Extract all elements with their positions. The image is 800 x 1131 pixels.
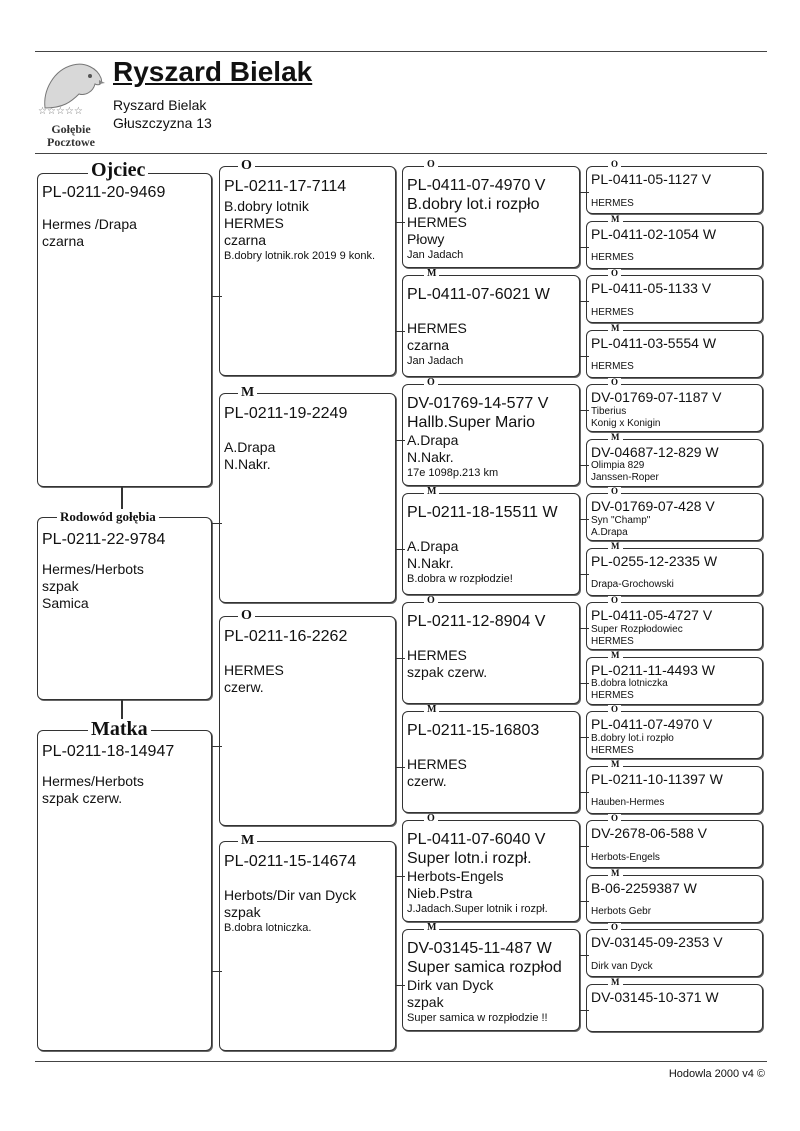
- gen4-line1: [591, 842, 759, 852]
- sex-label: M: [424, 487, 439, 497]
- gen2-line3: N.Nakr.: [224, 455, 271, 472]
- gen3-box: [402, 929, 580, 1031]
- gen3-line1: B.dobry lot.i rozpło: [407, 196, 540, 214]
- gen4-ring: PL-0411-05-1133 V: [591, 280, 712, 296]
- gen4-box: [586, 929, 763, 977]
- gen2-ring: PL-0211-16-2262: [224, 628, 348, 645]
- gen3-ring: PL-0211-12-8904 V: [407, 613, 546, 630]
- gen4-ring: DV-2678-06-588 V: [591, 825, 707, 841]
- header-rule: [35, 153, 767, 154]
- gen4-box: [586, 548, 763, 596]
- gen3-line1: [407, 522, 558, 538]
- gen3-line1: Super samica rozpłod: [407, 959, 562, 977]
- gen2-line1: [224, 425, 347, 439]
- sex-label: O: [238, 159, 255, 173]
- gen3-line1: [407, 631, 545, 647]
- sex-label: M: [424, 923, 439, 933]
- gen4-line2: [591, 1015, 759, 1025]
- connector-tick: [396, 440, 405, 441]
- gen3-box: [402, 166, 580, 268]
- gen3-note: [407, 681, 545, 692]
- sex-label: O: [608, 160, 621, 169]
- gen4-box: [586, 875, 763, 923]
- gen4-line1: B.dobry lot.i rozpło: [591, 732, 674, 744]
- gen4-line2: HERMES: [591, 690, 634, 702]
- gen3-note: [407, 790, 539, 801]
- gen2-box: [219, 393, 396, 603]
- connector-tick: [580, 519, 589, 520]
- gen4-box: [586, 766, 763, 814]
- connector-tick: [396, 876, 405, 877]
- connector-tick: [396, 549, 405, 550]
- sex-label: O: [424, 378, 438, 388]
- subject-box: [37, 517, 212, 700]
- gen3-ring: PL-0211-15-16803: [407, 722, 540, 739]
- sex-label: M: [608, 869, 623, 878]
- gen4-box: [586, 221, 763, 269]
- gen3-line1: [407, 740, 539, 756]
- gen2-note: [224, 473, 347, 484]
- gen4-line2: HERMES: [591, 361, 634, 373]
- connector-top: [121, 487, 123, 509]
- gen4-ring: DV-01769-07-1187 V: [591, 389, 722, 405]
- gen3-ring: PL-0411-07-4970 V: [407, 177, 546, 194]
- gen4-line1: [591, 896, 759, 906]
- connector-tick: [580, 955, 589, 956]
- sex-label: O: [608, 596, 621, 605]
- gen4-line2: Konig x Konigin: [591, 417, 661, 429]
- top-rule: [35, 51, 767, 52]
- gen4-line1: [591, 951, 759, 961]
- gen2-note: B.dobry lotnik.rok 2019 9 konk.: [224, 249, 376, 262]
- logo: [35, 56, 107, 148]
- gen2-line3: szpak: [224, 903, 261, 920]
- connector-tick: [580, 410, 589, 411]
- connector-tick: [580, 356, 589, 357]
- gen3-line2: A.Drapa: [407, 538, 459, 555]
- gen4-box: [586, 166, 763, 214]
- gen4-line1: [591, 787, 759, 797]
- gen4-box: [586, 711, 763, 759]
- sex-label: M: [608, 433, 623, 442]
- gen4-box: [586, 384, 763, 432]
- gen4-ring: PL-0411-05-4727 V: [591, 607, 713, 623]
- sex-label: M: [238, 834, 257, 848]
- gen3-box: [402, 820, 580, 922]
- sex-label: M: [608, 978, 623, 987]
- subject-ring: PL-0211-22-9784: [42, 531, 166, 548]
- gen3-line3: czarna: [407, 336, 450, 353]
- sex-label: O: [424, 814, 438, 824]
- sex-label: M: [424, 705, 439, 715]
- gen4-line2: HERMES: [591, 306, 634, 318]
- gen2-ring: PL-0211-19-2249: [224, 405, 348, 422]
- pigeon-icon: [35, 56, 107, 116]
- connector-tick: [580, 683, 589, 684]
- sex-label: O: [424, 596, 438, 606]
- connector-tick: [580, 792, 589, 793]
- sex-label: O: [608, 814, 621, 823]
- gen4-line1: [591, 242, 759, 252]
- gen3-line3: Nieb.Pstra: [407, 885, 473, 902]
- gen3-note: B.dobra w rozpłodzie!: [407, 572, 513, 585]
- gen2-box: [219, 616, 396, 826]
- gen3-line2: HERMES: [407, 320, 467, 337]
- gen4-ring: PL-0211-11-4493 W: [591, 661, 715, 678]
- gen3-line2: Herbots-Engels: [407, 868, 504, 885]
- gen4-box: [586, 275, 763, 323]
- footer-rule: [35, 1061, 767, 1062]
- connector-tick: [580, 1010, 589, 1011]
- subject-line1: Hermes/Herbots: [42, 561, 144, 578]
- gen2-line2: HERMES: [224, 214, 284, 231]
- gen2-line3: czarna: [224, 231, 267, 248]
- gen4-line2: Hauben-Hermes: [591, 797, 665, 809]
- gen4-line1: Super Rozpłodowiec: [591, 623, 683, 635]
- gen2-note: [224, 696, 347, 707]
- mother-line1: Hermes/Herbots: [42, 773, 144, 790]
- gen3-note: J.Jadach.Super lotnik i rozpł.: [407, 902, 548, 915]
- gen4-box: [586, 602, 763, 650]
- gen3-note: Jan Jadach: [407, 248, 464, 261]
- gen4-line2: Janssen-Roper: [591, 472, 659, 484]
- sex-label: M: [608, 760, 623, 769]
- gen2-line1: B.dobry lotnik: [224, 198, 309, 215]
- mother-ring: PL-0211-18-14947: [42, 743, 175, 760]
- subject-line3: Samica: [42, 594, 89, 611]
- gen2-box: [219, 841, 396, 1051]
- gen4-box: [586, 330, 763, 378]
- connector-tick: [580, 192, 589, 193]
- gen4-line1: [591, 569, 759, 579]
- sex-label: M: [424, 269, 439, 279]
- gen2-line3: czerw.: [224, 678, 264, 695]
- gen3-line3: szpak czerw.: [407, 663, 488, 680]
- gen2-box: [219, 166, 396, 376]
- gen4-box: [586, 493, 763, 541]
- gen2-line1: [224, 648, 347, 662]
- gen3-ring: DV-03145-11-487 W: [407, 940, 552, 957]
- gen3-ring: PL-0411-07-6021 W: [407, 286, 550, 303]
- gen4-box: [586, 439, 763, 487]
- gen4-ring: PL-0255-12-2335 W: [591, 552, 718, 569]
- gen3-note: 17e 1098p.213 km: [407, 466, 499, 479]
- gen2-note: B.dobra lotniczka.: [224, 921, 312, 934]
- connector-tick: [212, 971, 222, 972]
- connector-tick: [396, 985, 405, 986]
- connector-tick: [580, 628, 589, 629]
- gen3-line3: szpak: [407, 994, 444, 1011]
- gen4-ring: DV-01769-07-428 V: [591, 498, 715, 514]
- father-line1: Hermes /Drapa: [42, 216, 137, 233]
- sex-label: M: [608, 651, 623, 660]
- gen3-line3: N.Nakr.: [407, 554, 454, 571]
- gen2-line2: HERMES: [224, 662, 284, 679]
- mother-line2: szpak czerw.: [42, 789, 123, 806]
- sex-label: M: [608, 324, 623, 333]
- gen3-ring: PL-0411-07-6040 V: [407, 831, 546, 848]
- connector-tick: [580, 737, 589, 738]
- father-ring: PL-0211-20-9469: [42, 184, 166, 201]
- connector-tick: [396, 658, 405, 659]
- gen4-line2: HERMES: [591, 635, 634, 647]
- connector-tick: [580, 574, 589, 575]
- logo-text-2: Pocztowe: [47, 134, 95, 149]
- gen4-line1: Tiberius: [591, 405, 627, 417]
- gen4-line2: HERMES: [591, 744, 634, 756]
- gen3-box: [402, 711, 580, 813]
- gen4-line1: [591, 1005, 759, 1015]
- footer-credit: Hodowla 2000 v4 ©: [668, 1068, 765, 1080]
- logo-text-1: Gołębie: [51, 122, 91, 136]
- gen3-line1: Hallb.Super Mario: [407, 414, 536, 432]
- gen3-box: [402, 602, 580, 704]
- connector-tick: [212, 746, 222, 747]
- gen3-box: [402, 493, 580, 595]
- father-box: [37, 173, 212, 487]
- gen3-line2: A.Drapa: [407, 432, 459, 449]
- gen3-note: Jan Jadach: [407, 354, 464, 367]
- gen3-line3: N.Nakr.: [407, 449, 454, 466]
- gen4-box: [586, 820, 763, 868]
- connector-tick: [580, 846, 589, 847]
- gen2-line2: A.Drapa: [224, 439, 276, 456]
- connector-tick: [396, 767, 405, 768]
- owner-address: Głuszczyzna 13: [113, 115, 212, 131]
- connector-tick: [580, 901, 589, 902]
- gen2-line2: Herbots/Dir van Dyck: [224, 887, 357, 904]
- sex-label: O: [608, 378, 621, 387]
- mother-box: [37, 730, 212, 1051]
- gen2-line1: [224, 873, 356, 887]
- gen4-line1: [591, 297, 759, 307]
- connector-tick: [396, 222, 405, 223]
- connector-tick: [580, 247, 589, 248]
- sex-label: O: [608, 705, 621, 714]
- gen4-line2: Herbots Gebr: [591, 906, 652, 918]
- gen3-note: Super samica w rozpłodzie !!: [407, 1011, 548, 1024]
- page-title: Ryszard Bielak: [113, 56, 313, 87]
- gen3-line3: Płowy: [407, 231, 445, 248]
- gen4-line2: HERMES: [591, 197, 634, 209]
- gen4-ring: PL-0211-10-11397 W: [591, 770, 723, 787]
- gen4-line2: HERMES: [591, 252, 634, 264]
- connector-tick: [212, 523, 222, 524]
- gen4-line1: Olimpia 829: [591, 460, 645, 472]
- svg-text:☆☆☆☆☆: ☆☆☆☆☆: [38, 106, 83, 116]
- gen4-line1: B.dobra lotniczka: [591, 678, 668, 690]
- gen4-ring: PL-0411-02-1054 W: [591, 225, 717, 242]
- gen4-box: [586, 984, 763, 1032]
- gen2-ring: PL-0211-15-14674: [224, 853, 357, 870]
- gen3-ring: PL-0211-18-15511 W: [407, 504, 558, 521]
- gen4-ring: B-06-2259387 W: [591, 879, 697, 896]
- sex-label: M: [238, 386, 257, 400]
- gen4-line1: [591, 188, 759, 198]
- mother-label: Matka: [88, 719, 151, 739]
- sex-label: O: [238, 609, 255, 623]
- gen4-line2: A.Drapa: [591, 526, 628, 538]
- sex-label: O: [608, 923, 621, 932]
- connector-tick: [580, 301, 589, 302]
- gen4-line1: [591, 351, 759, 361]
- gen3-line1: Super lotn.i rozpł.: [407, 850, 532, 868]
- gen3-line2: Dirk van Dyck: [407, 977, 494, 994]
- connector-tick: [396, 331, 405, 332]
- sex-label: O: [608, 269, 621, 278]
- owner-name: Ryszard Bielak: [113, 97, 207, 113]
- gen4-ring: DV-03145-10-371 W: [591, 988, 719, 1005]
- gen4-line2: Dirk van Dyck: [591, 960, 653, 972]
- gen4-line2: Herbots-Engels: [591, 851, 660, 863]
- gen3-line2: HERMES: [407, 214, 467, 231]
- gen4-line1: Syn "Champ": [591, 514, 651, 526]
- gen4-ring: PL-0411-05-1127 V: [591, 171, 712, 187]
- gen2-ring: PL-0211-17-7114: [224, 178, 347, 195]
- gen4-ring: PL-0411-03-5554 W: [591, 334, 717, 351]
- father-label: Ojciec: [88, 160, 148, 180]
- gen3-ring: DV-01769-14-577 V: [407, 395, 549, 412]
- subject-line2: szpak: [42, 577, 79, 594]
- sex-label: M: [608, 215, 623, 224]
- gen3-line3: czerw.: [407, 772, 447, 789]
- gen4-box: [586, 657, 763, 705]
- gen4-ring: PL-0411-07-4970 V: [591, 716, 713, 732]
- gen3-line2: HERMES: [407, 647, 467, 664]
- connector-tick: [212, 296, 222, 297]
- gen3-line2: HERMES: [407, 756, 467, 773]
- gen4-ring: DV-03145-09-2353 V: [591, 934, 723, 950]
- father-line2: czarna: [42, 232, 85, 249]
- gen4-line2: Drapa-Grochowski: [591, 579, 674, 591]
- connector-tick: [580, 465, 589, 466]
- gen3-box: [402, 384, 580, 486]
- gen3-box: [402, 275, 580, 377]
- sex-label: O: [608, 487, 621, 496]
- subject-label: Rodowód gołębia: [57, 510, 159, 523]
- gen4-ring: DV-04687-12-829 W: [591, 443, 719, 460]
- gen3-line1: [407, 304, 550, 320]
- sex-label: O: [424, 160, 438, 170]
- sex-label: M: [608, 542, 623, 551]
